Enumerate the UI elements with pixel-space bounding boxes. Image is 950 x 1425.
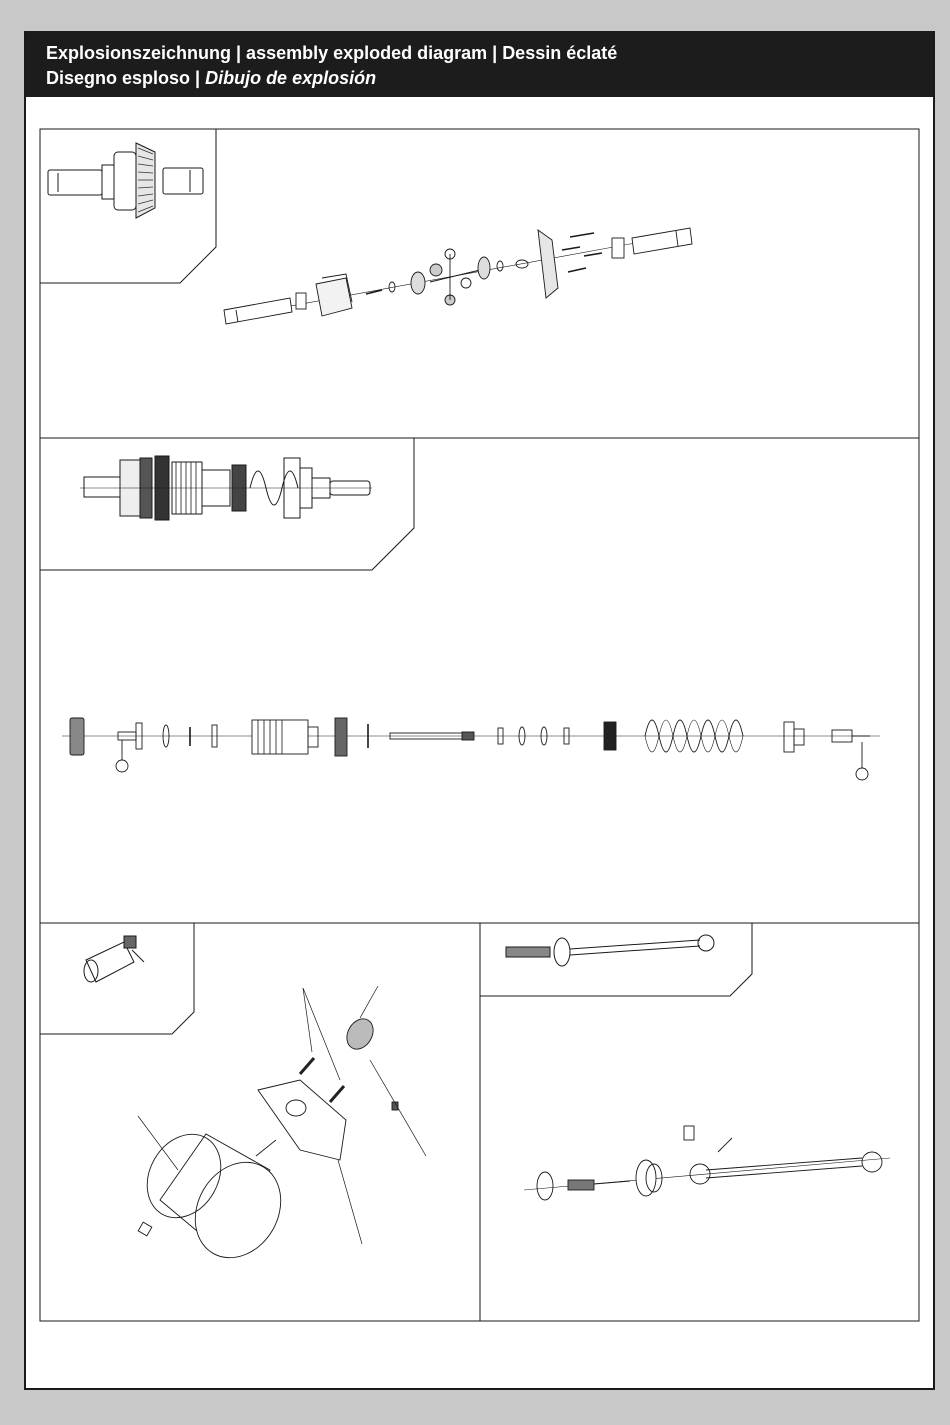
header-title-line2-regular: Disegno esploso | bbox=[46, 68, 206, 88]
assembled-driveshaft-thumbnail bbox=[506, 935, 714, 966]
driveshaft-panel bbox=[480, 923, 919, 1321]
exploded-shock bbox=[62, 718, 880, 780]
motor-panel bbox=[40, 923, 480, 1321]
assembled-differential-thumbnail bbox=[48, 143, 203, 218]
driveshaft-inset-frame bbox=[480, 923, 752, 996]
assembled-motor-thumbnail bbox=[84, 936, 144, 982]
motor-inset-frame bbox=[40, 923, 194, 1034]
differential-panel bbox=[40, 129, 919, 438]
header-title-line1: Explosionszeichnung | assembly exploded diagram | Dessin éclaté bbox=[46, 43, 618, 63]
header-title-line2-italic: Dibujo de explosión bbox=[205, 68, 377, 88]
exploded-differential bbox=[224, 228, 692, 324]
assembled-shock-thumbnail bbox=[80, 456, 372, 520]
exploded-driveshaft bbox=[524, 1126, 890, 1200]
shock-inset-frame bbox=[40, 438, 414, 570]
shock-panel bbox=[40, 438, 919, 923]
motor-panel-frame bbox=[40, 923, 480, 1321]
driveshaft-panel-frame bbox=[480, 923, 919, 1321]
